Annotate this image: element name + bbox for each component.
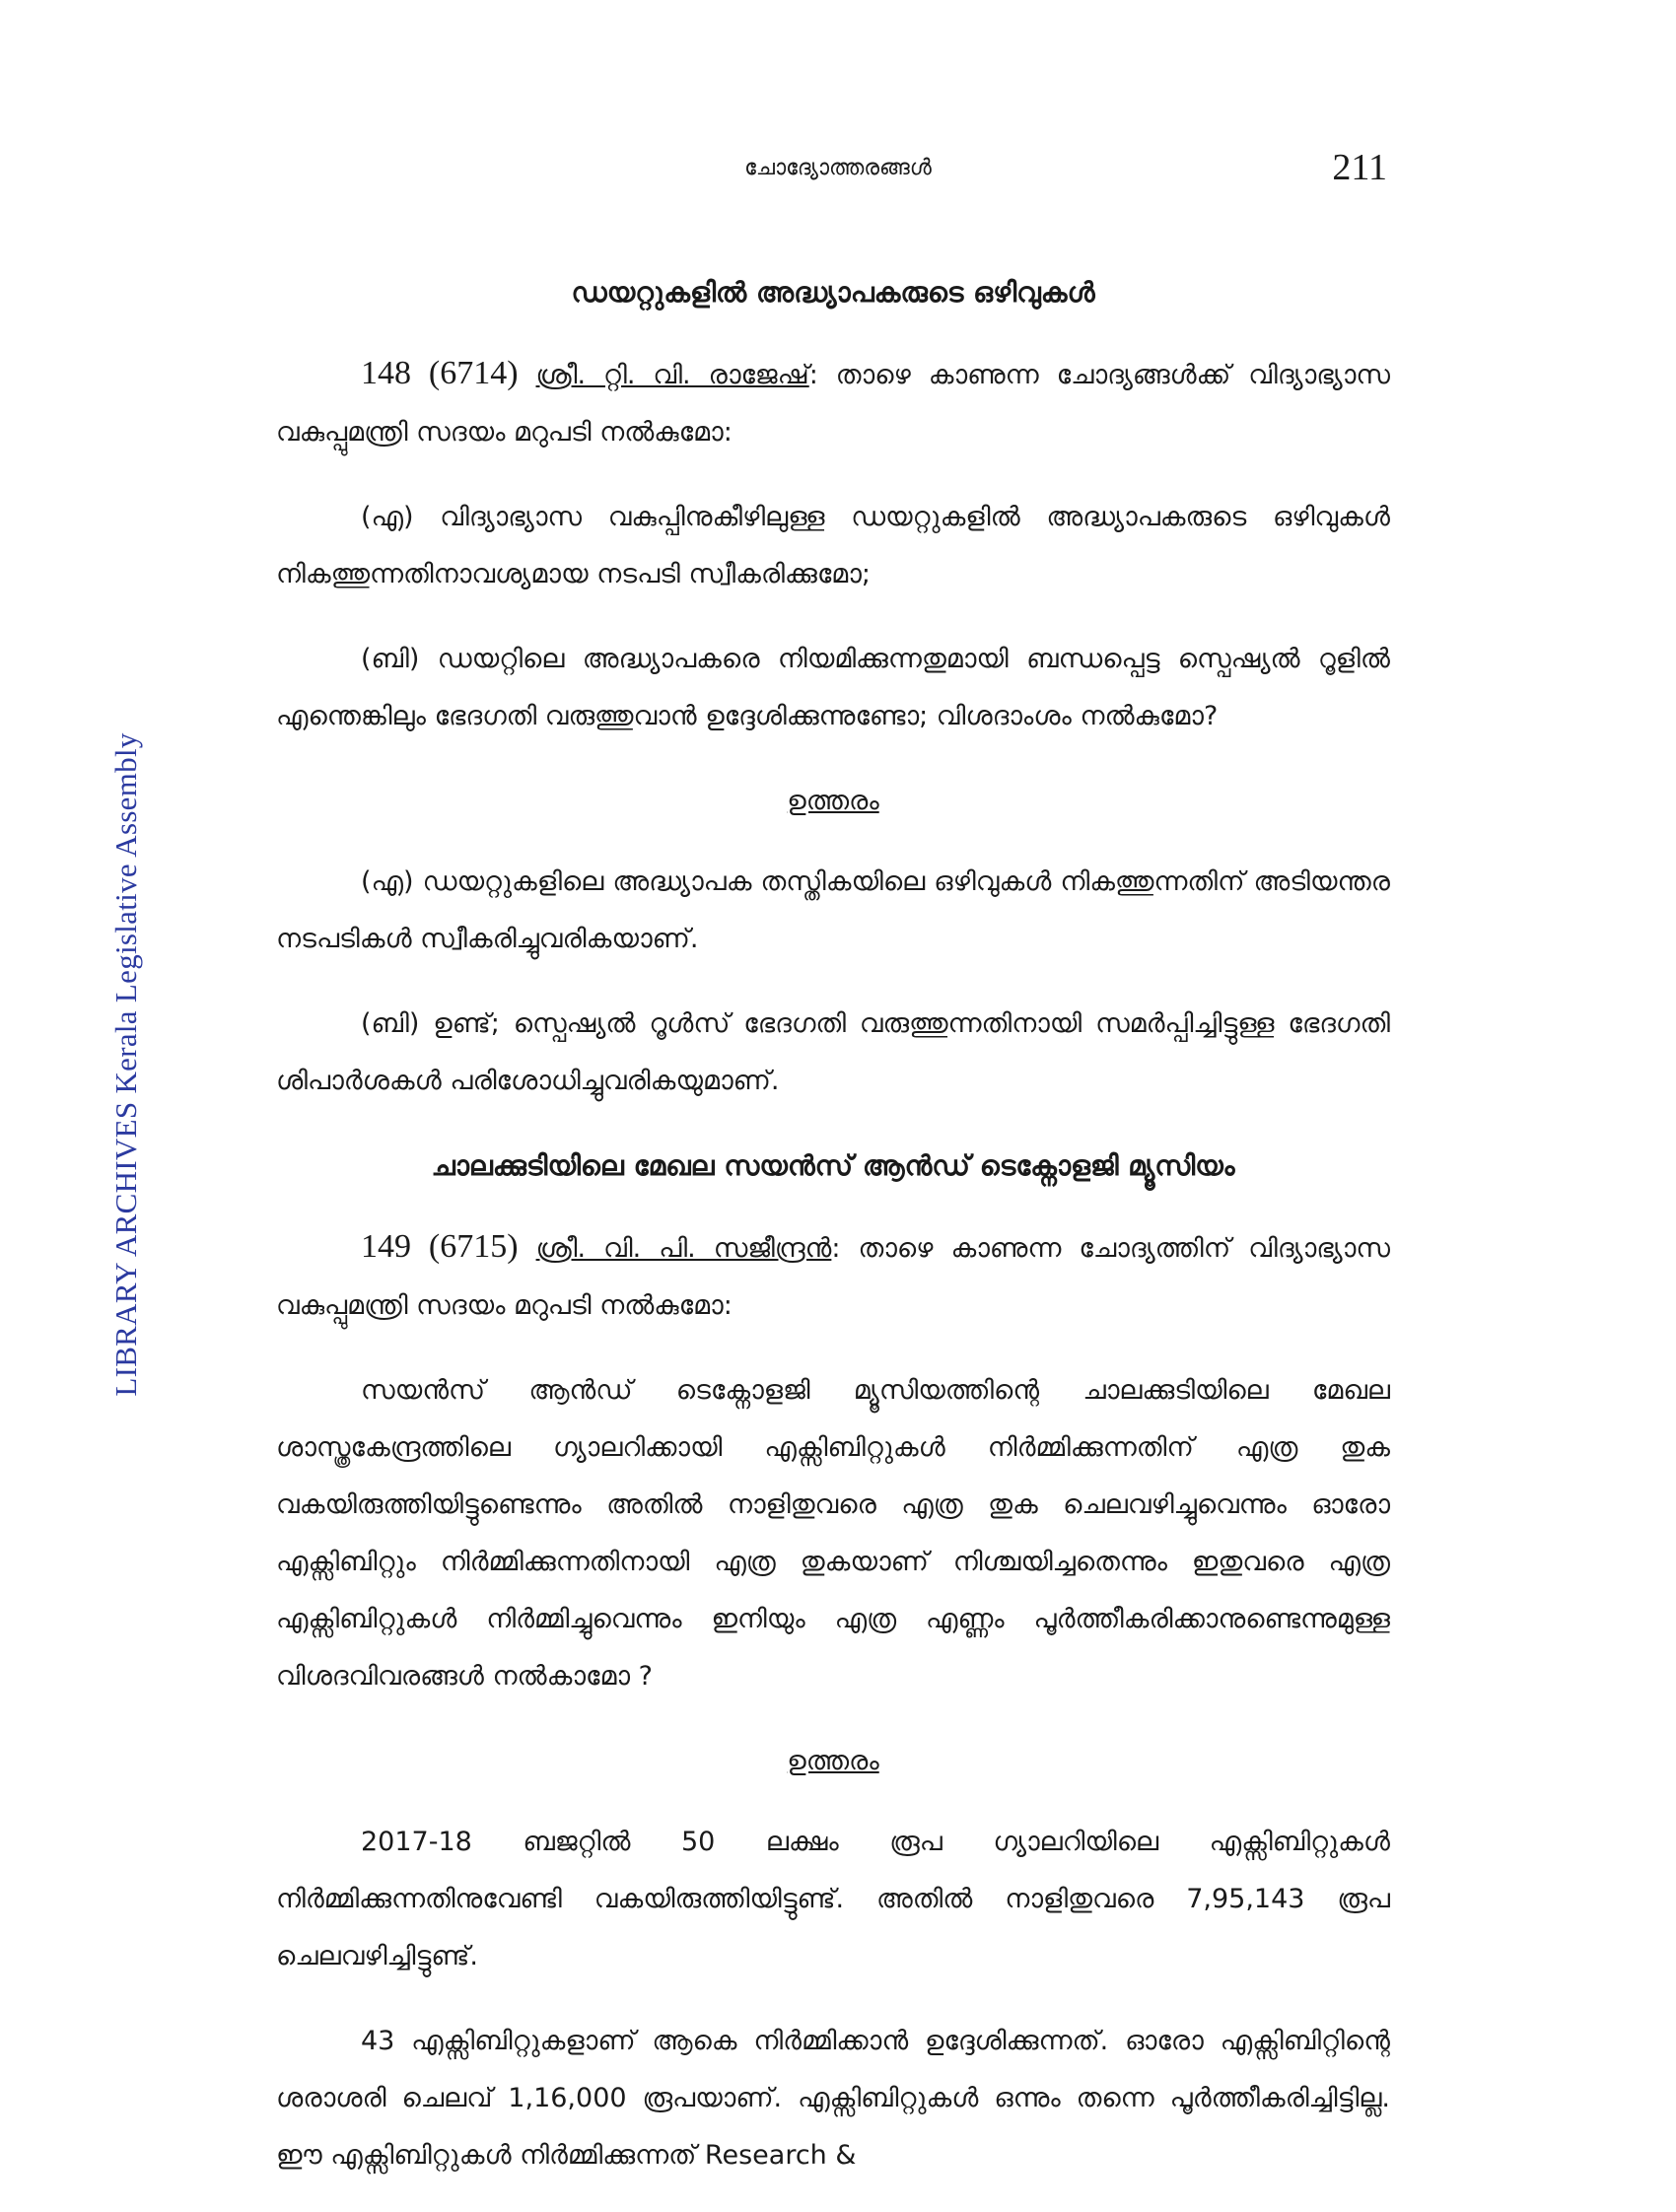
question-148-part-b: (ബി) ഡയറ്റിലെ അദ്ധ്യാപകരെ നിയമിക്കുന്നതുമായി ബന്ധപ്പെട്ട സ്പെഷ്യൽ റൂളിൽ എന്തെങ്കിലും ഭേദഗതി വരുത്തുവാൻ ഉദ്ദേശിക്കുന്നുണ്ടോ; വിശദാംശം നൽകുമോ? — [276, 644, 1390, 731]
question-149-intro — [276, 1218, 1390, 1335]
question-148-intro — [276, 345, 1390, 461]
answer-149-paragraph-1: 2017-18 ബജറ്റിൽ 50 ലക്ഷം രൂപ ഗ്യാലറിയിലെ എക്സിബിറ്റുകൾ നിർമ്മിക്കുന്നതിനുവേണ്ടി വകയിരുത്തിയിട്ടുണ്ട്. അതിൽ നാളിതുവരെ 7,95,143 രൂപ ചെലവഴിച്ചിട്ടുണ്ട്. — [276, 1827, 1390, 1971]
page-number: 211 — [1332, 147, 1387, 188]
question-149-member: ശ്രീ. വി. പി. സജീന്ദ്രൻ — [535, 1233, 832, 1264]
library-archives-watermark: LIBRARY ARCHIVES Kerala Legislative Assembly — [108, 732, 143, 1397]
question-149-intro-text: : താഴെ കാണുന്ന ചോദ്യത്തിന് വിദ്യാഭ്യാസ വകുപ്പുമന്ത്രി സദയം മറുപടി നൽകുമോ: — [276, 1233, 1390, 1321]
question-149-text: സയൻസ് ആൻഡ് ടെക്നോളജി മ്യൂസിയത്തിന്റെ ചാലക്കുടിയിലെ മേഖല ശാസ്ത്രകേന്ദ്രത്തിലെ ഗ്യാലറിക്കായി എക്സിബിറ്റുകൾ നിർമ്മിക്കുന്നതിന് എത്ര തുക വകയിരുത്തിയിട്ടുണ്ടെന്നും അതിൽ നാളിതുവരെ എത്ര തുക ചെലവഴിച്ചുവെന്നും ഓരോ എക്സിബിറ്റും നിർമ്മിക്കുന്നതിനായി എത്ര തുകയാണ് നിശ്ചയിച്ചതെന്നും ഇതുവരെ എത്ര എക്സിബിറ്റുകൾ നിർമ്മിച്ചുവെന്നും ഇനിയും എത്ര എണ്ണം പൂർത്തീകരിക്കാനുണ്ടെന്നുമുള്ള വിശദവിവരങ്ങൾ നൽകാമോ ? — [276, 1375, 1390, 1692]
answer-148-part-a: (എ) ഡയറ്റുകളിലെ അദ്ധ്യാപക തസ്തികയിലെ ഒഴിവുകൾ നികത്തുന്നതിന് അടിയന്തര നടപടികൾ സ്വീകരിച്ചുവരികയാണ്. — [276, 866, 1390, 954]
answer-148-part-b: (ബി) ഉണ്ട്; സ്പെഷ്യൽ റൂൾസ് ഭേദഗതി വരുത്തുന്നതിനായി സമർപ്പിച്ചിട്ടുള്ള ഭേദഗതി ശിപാർശകൾ പരിശോധിച്ചുവരികയുമാണ്. — [276, 1008, 1390, 1096]
page-content — [276, 264, 1390, 2212]
question-148-member: ശ്രീ. റ്റി. വി. രാജേഷ് — [535, 360, 809, 390]
running-title: ചോദ്യോത്തരങ്ങൾ — [744, 156, 932, 180]
question-148-intro-text: : താഴെ കാണുന്ന ചോദ്യങ്ങൾക്ക് വിദ്യാഭ്യാസ വകുപ്പുമന്ത്രി സദയം മറുപടി നൽകുമോ: — [276, 360, 1390, 448]
answer-149-title: ഉത്തരം — [787, 1746, 879, 1776]
question-148-part-a: (എ) വിദ്യാഭ്യാസ വകുപ്പിനുകീഴിലുള്ള ഡയറ്റുകളിൽ അദ്ധ്യാപകരുടെ ഒഴിവുകൾ നികത്തുന്നതിനാവശ്യമായ നടപടി സ്വീകരിക്കുമോ; — [276, 502, 1390, 589]
question-148-heading: ഡയറ്റുകളിൽ അദ്ധ്യാപകരുടെ ഒഴിവുകൾ — [571, 276, 1095, 309]
question-149-heading: ചാലക്കുടിയിലെ മേഖല സയൻസ് ആൻഡ് ടെക്നോളജി മ്യൂസിയം — [431, 1149, 1235, 1182]
answer-148-title: ഉത്തരം — [787, 786, 879, 816]
answer-149-paragraph-2: 43 എക്സിബിറ്റുകളാണ് ആകെ നിർമ്മിക്കാൻ ഉദ്ദേശിക്കുന്നത്. ഓരോ എക്സിബിറ്റിന്റെ ശരാശരി ചെലവ് 1,16,000 രൂപയാണ്. എക്സിബിറ്റുകൾ ഒന്നും തന്നെ പൂർത്തീകരിച്ചിട്ടില്ല. ഈ എക്സിബിറ്റുകൾ നിർമ്മിക്കുന്നത് Research & — [276, 2026, 1390, 2171]
question-148-number: 148 (6714) — [361, 355, 519, 391]
question-149-number: 149 (6715) — [361, 1228, 519, 1265]
